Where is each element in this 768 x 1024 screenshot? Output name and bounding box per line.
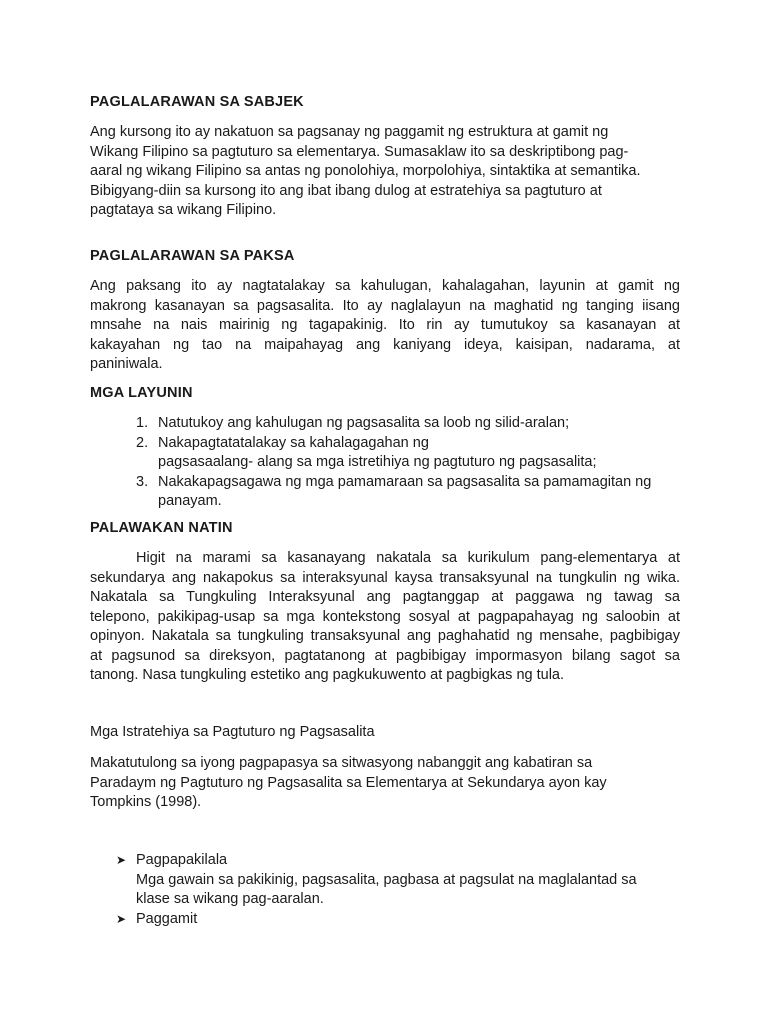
list-item	[136, 414, 696, 434]
text-line: Ang paksang ito ay nagtatalakay sa kahulugan, kahalagahan, layunin at gamit ng	[90, 278, 680, 294]
list-item	[116, 851, 676, 910]
text-line: tanong. Nasa tungkuling estetiko ang pagkukuwento at pagbigkas ng tula.	[90, 667, 565, 683]
text-line: pagsasaalang- alang sa mga istretihiya ng pagtuturo ng pagsasalita;	[158, 454, 597, 470]
text-line: klase sa wikang pag-aaralan.	[136, 891, 324, 907]
text-line: Natutukoy ang kahulugan ng pagsasalita sa loob ng silid-aralan;	[158, 415, 570, 431]
heading-layunin: MGA LAYUNIN	[90, 385, 193, 401]
heading-paksa: PAGLALARAWAN SA PAKSA	[90, 248, 295, 264]
text-line: panayam.	[158, 493, 222, 509]
subtitle-istratehiya: Mga Istratehiya sa Pagtuturo ng Pagsasalita	[90, 724, 375, 740]
text-line: makrong kasanayan sa pagsasalita. Ito ay naglalayun na maghatid ng tanging iisang	[90, 297, 680, 314]
text-line: Paggamit	[136, 910, 198, 927]
arrowhead-bullet-icon: ➤	[116, 911, 127, 926]
text-line: Makatutulong sa iyong pagpapasya sa sitwasyong nabanggit ang kabatiran sa	[90, 755, 593, 771]
text-line: Tompkins (1998).	[90, 794, 202, 810]
text-line: sekundarya ang nakapokus sa interaksyunal kaysa transaksyunal na tungkulin ng wika.	[90, 569, 680, 586]
objectives-list	[136, 414, 696, 512]
text-line: pagtataya sa wikang Filipino.	[90, 202, 277, 218]
strategy-bullet-list	[116, 851, 676, 929]
text-line: Nakakapagsagawa ng mga pamamaraan sa pagsasalita sa pamamagitan ng	[158, 473, 652, 490]
paragraph-paksa	[90, 277, 680, 375]
text-line: opinyon. Nakatala sa tungkuling transaksyunal ang paghahatid ng mensahe, pagbibigay	[90, 628, 680, 644]
text-line: Wikang Filipino sa pagtuturo sa elementarya. Sumasaklaw ito sa deskriptibong pag-	[90, 143, 629, 160]
paragraph-palawakan	[90, 549, 680, 686]
text-line: Nakapagtatatalakay sa kahalagagahan ng	[158, 434, 429, 451]
list-item	[136, 473, 696, 512]
text-line: mnsahe na nais mairinig ng tagapakinig. Ito rin ay tumutukoy sa kasanayan at	[90, 317, 680, 333]
list-number: 3.	[136, 473, 149, 490]
text-line: at pagsunod sa direksyon, pagtatanong at pagbibigay impormasyon bilang sagot sa	[90, 647, 680, 664]
text-line: Higit na marami sa kasanayang nakatala sa kurikulum pang-elementarya at	[136, 550, 680, 566]
paragraph-istratehiya	[90, 754, 680, 813]
text-line: Ang kursong ito ay nakatuon sa pagsanay ng paggamit ng estruktura at gamit ng	[90, 124, 609, 140]
list-number: 1.	[136, 415, 149, 431]
arrowhead-bullet-icon: ➤	[116, 853, 127, 867]
text-line: telepono, pakikipag-usap sa mga kontekstong sosyal at pagpapahayag ng saloobin at	[90, 608, 680, 625]
text-line: kakayahan ng tao na maipahayag ang kaniyang ideya, kaisipan, nadarama, at	[90, 336, 680, 353]
text-line: aaral ng wikang Filipino sa antas ng ponolohiya, morpolohiya, sintaktika at semantika.	[90, 163, 641, 179]
paragraph-sabjek	[90, 123, 680, 221]
heading-sabjek: PAGLALARAWAN SA SABJEK	[90, 94, 304, 110]
list-item	[136, 434, 696, 473]
heading-palawakan: PALAWAKAN NATIN	[90, 520, 233, 536]
text-line: Nakatala sa Tungkuling Interaksyunal ang pagtanggap at paggawa ng tawag sa	[90, 589, 680, 605]
text-line: Mga gawain sa pakikinig, pagsasalita, pagbasa at pagsulat na maglalantad sa	[136, 871, 637, 888]
list-item	[116, 910, 676, 930]
text-line: Paradaym ng Pagtuturo ng Pagsasalita sa Elementarya at Sekundarya ayon kay	[90, 774, 607, 791]
text-line: Bibigyang-diin sa kursong ito ang ibat ibang dulog at estratehiya sa pagtuturo at	[90, 182, 602, 199]
text-line: paniniwala.	[90, 356, 163, 372]
list-number: 2.	[136, 434, 149, 451]
text-line: Pagpapakilala	[136, 852, 228, 868]
